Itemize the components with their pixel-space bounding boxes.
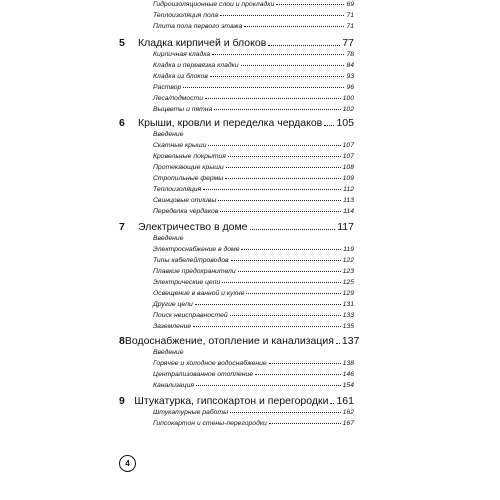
- toc-entry[interactable]: [153, 84, 354, 91]
- entry-title: Кладка и перевязка кладки: [153, 62, 239, 69]
- toc-entry[interactable]: [153, 164, 354, 171]
- chapter-title: Кладка кирпичей и блоков: [138, 37, 267, 49]
- chapter-number: 7: [119, 221, 125, 233]
- dot-leader: [208, 145, 340, 146]
- toc-entry[interactable]: [153, 312, 354, 319]
- entry-title: Кладка из блоков: [153, 73, 208, 80]
- entry-title: Поиск неисправностей: [153, 312, 228, 319]
- dot-leader: [276, 4, 344, 5]
- entry-title: Стропильные фермы: [153, 175, 224, 182]
- entry-page: 133: [342, 312, 354, 319]
- toc-entry[interactable]: [153, 257, 354, 264]
- toc-entry[interactable]: [153, 420, 354, 427]
- dot-leader: [230, 412, 341, 413]
- dot-leader: [246, 293, 340, 294]
- entry-title: Другие цепи: [153, 301, 193, 308]
- toc-entry[interactable]: [153, 175, 354, 182]
- chapter-page: 105: [336, 117, 354, 129]
- entry-page: 100: [342, 95, 354, 102]
- entry-page: 102: [342, 106, 354, 113]
- dot-leader: [226, 167, 341, 168]
- entry-page: 96: [346, 84, 354, 91]
- dot-leader: [212, 54, 344, 55]
- dot-leader: [218, 200, 341, 201]
- entry-page: 125: [342, 279, 354, 286]
- toc-entry[interactable]: [153, 106, 354, 113]
- chapter-number: 9: [119, 395, 125, 407]
- entry-page: 112: [343, 186, 354, 193]
- entry-title: Протекающие крыши: [153, 164, 224, 171]
- chapter-heading[interactable]: [119, 335, 360, 347]
- toc-entry[interactable]: [153, 301, 354, 308]
- entry-page: 109: [342, 175, 354, 182]
- dot-leader: [269, 423, 341, 424]
- entry-page: 71: [346, 12, 354, 19]
- entry-title: Теплоизоляция пола: [153, 12, 219, 19]
- dot-leader: [193, 326, 340, 327]
- entry-page: 113: [343, 197, 354, 204]
- chapter-intro: Введение: [153, 349, 184, 356]
- toc-entry[interactable]: [153, 208, 354, 215]
- entry-page: 119: [343, 246, 354, 253]
- entry-page: 69: [346, 1, 354, 8]
- dot-leader: [244, 26, 344, 27]
- entry-page: 108: [342, 164, 354, 171]
- dot-leader: [269, 363, 341, 364]
- page-number-badge: 4: [119, 455, 136, 472]
- entry-page: 146: [342, 371, 354, 378]
- dot-leader: [220, 15, 344, 16]
- toc-entry[interactable]: [153, 73, 354, 80]
- entry-title: Скатные крыши: [153, 142, 207, 149]
- toc-entry[interactable]: [153, 95, 354, 102]
- dot-leader: [241, 249, 341, 250]
- entry-title: Штукатурные работы: [153, 409, 229, 416]
- chapter-number: 5: [119, 37, 125, 49]
- entry-page: 107: [342, 153, 354, 160]
- entry-title: Гипсокартон и стены-перегородки: [153, 420, 267, 427]
- toc-entry[interactable]: [153, 371, 354, 378]
- entry-page: 154: [342, 382, 354, 389]
- entry-page: 167: [342, 420, 354, 427]
- toc-entry[interactable]: [153, 153, 354, 160]
- toc-entry[interactable]: [153, 142, 354, 149]
- entry-title: Гидроизоляционные слои и прокладки: [153, 1, 275, 8]
- entry-title: Раствор: [153, 84, 182, 91]
- chapter-heading[interactable]: [119, 221, 354, 233]
- dot-leader: [225, 178, 340, 179]
- entry-title: Типы кабелей/проводов: [153, 257, 229, 264]
- dot-leader: [250, 229, 336, 230]
- entry-page: 138: [342, 360, 354, 367]
- toc-entry[interactable]: [153, 360, 354, 367]
- dot-leader: [196, 385, 341, 386]
- chapter-page: 137: [341, 335, 360, 347]
- toc-entry[interactable]: [153, 409, 354, 416]
- entry-title: Заземление: [153, 323, 192, 330]
- entry-title: Плавкие предохранители: [153, 268, 236, 275]
- chapter-title: Электричество в доме: [138, 221, 248, 233]
- dot-leader: [195, 304, 341, 305]
- dot-leader: [238, 271, 341, 272]
- dot-leader: [230, 315, 341, 316]
- toc-entry[interactable]: [153, 186, 354, 193]
- entry-page: 123: [342, 268, 354, 275]
- toc-entry[interactable]: [153, 290, 354, 297]
- toc-entry[interactable]: [153, 12, 354, 19]
- entry-page: 107: [342, 142, 354, 149]
- entry-page: 71: [346, 23, 354, 30]
- dot-leader: [222, 282, 340, 283]
- dot-leader: [231, 260, 341, 261]
- entry-title: Свинцовые отливы: [153, 197, 217, 204]
- toc-entry[interactable]: [153, 279, 354, 286]
- entry-page: 122: [342, 257, 354, 264]
- chapter-page: 117: [337, 221, 354, 233]
- chapter-heading[interactable]: [119, 37, 354, 49]
- dot-leader: [330, 403, 334, 404]
- entry-title: Электроснабжение в доме: [153, 246, 240, 253]
- chapter-title: Штукатурка, гипсокартон и перегородки: [134, 395, 329, 407]
- entry-title: Теплоизоляция: [153, 186, 202, 193]
- chapter-title: Водоснабжение, отопление и канализация: [124, 335, 334, 347]
- toc-entry[interactable]: [153, 62, 354, 69]
- entry-title: Канализация: [153, 382, 195, 389]
- chapter-number: 6: [119, 117, 125, 129]
- entry-title: Кровельные покрытия: [153, 153, 226, 160]
- entry-page: 131: [342, 301, 354, 308]
- chapter-intro: Введение: [153, 131, 184, 138]
- toc-entry[interactable]: [153, 268, 354, 275]
- dot-leader: [228, 156, 341, 157]
- toc-entry[interactable]: [153, 1, 354, 8]
- dot-leader: [214, 109, 340, 110]
- dot-leader: [336, 343, 340, 344]
- toc-entry[interactable]: [153, 23, 354, 30]
- entry-page: 84: [346, 62, 354, 69]
- entry-page: 135: [342, 323, 354, 330]
- dot-leader: [205, 98, 341, 99]
- toc-entry[interactable]: [153, 323, 354, 330]
- entry-page: 129: [342, 290, 354, 297]
- toc-entry[interactable]: [153, 197, 354, 204]
- entry-title: Электрические цепи: [153, 279, 221, 286]
- entry-title: Освещение в ванной и кухне: [153, 290, 245, 297]
- chapter-heading[interactable]: [119, 117, 354, 129]
- entry-title: Кирпичная кладка: [153, 51, 211, 58]
- dot-leader: [210, 76, 345, 77]
- chapter-heading[interactable]: [119, 395, 354, 407]
- dot-leader: [255, 374, 341, 375]
- entry-title: Переделка чердаков: [153, 208, 219, 215]
- entry-title: Плита пола первого этажа: [153, 23, 243, 30]
- dot-leader: [241, 65, 345, 66]
- toc-entry[interactable]: [153, 246, 354, 253]
- toc-entry[interactable]: [153, 382, 354, 389]
- dot-leader: [203, 189, 341, 190]
- dot-leader: [268, 45, 340, 46]
- chapter-page: 77: [342, 37, 354, 49]
- entry-title: Централизованное отопление: [153, 371, 254, 378]
- toc-entry[interactable]: [153, 51, 354, 58]
- chapter-intro: Введение: [153, 235, 184, 242]
- chapter-page: 161: [336, 395, 354, 407]
- dot-leader: [220, 211, 341, 212]
- entry-page: 162: [342, 409, 354, 416]
- entry-page: 78: [346, 51, 354, 58]
- entry-page: 114: [343, 208, 354, 215]
- entry-title: Леса/подмости: [153, 95, 203, 102]
- dot-leader: [324, 125, 334, 126]
- dot-leader: [183, 87, 344, 88]
- entry-title: Горячее и холодное водоснабжение: [153, 360, 267, 367]
- entry-title: Выцветы и пятна: [153, 106, 213, 113]
- chapter-number: 8: [119, 335, 125, 347]
- chapter-title: Крыши, кровли и переделка чердаков: [138, 117, 323, 129]
- entry-page: 93: [346, 73, 354, 80]
